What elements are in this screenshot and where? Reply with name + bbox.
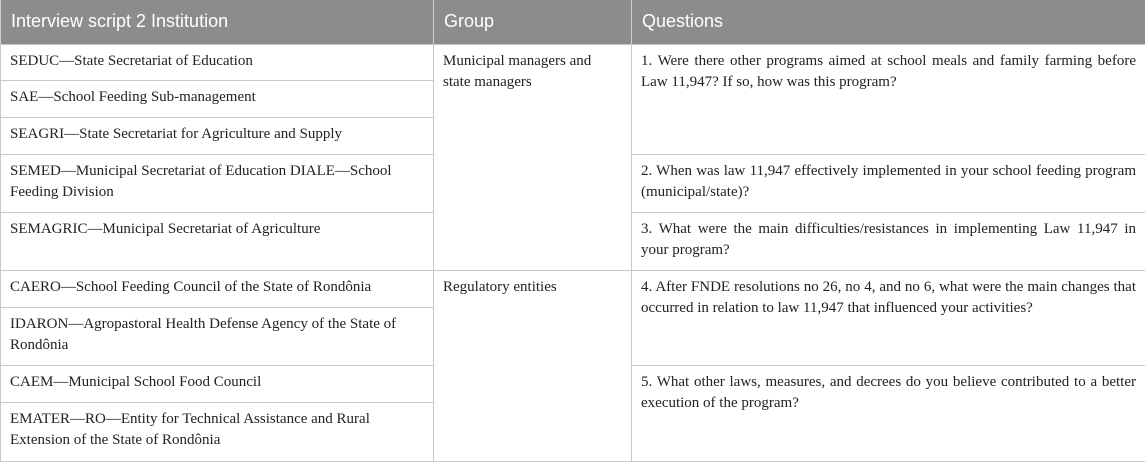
- table-row: [1, 44, 1145, 80]
- institution-cell: SEMED—Municipal Secretariat of Education DIALE—School Feeding Division: [1, 154, 434, 212]
- table-row: [1, 270, 1145, 307]
- question-cell: 3. What were the main difficulties/resistances in implementing Law 11,947 in your program?: [632, 212, 1145, 270]
- institution-cell: IDARON—Agropastoral Health Defense Agency of the State of Rondônia: [1, 307, 434, 365]
- header-group: Group: [434, 0, 632, 44]
- question-cell: 5. What other laws, measures, and decrees do you believe contributed to a better execution of the program?: [632, 365, 1145, 461]
- header-row: [1, 0, 1145, 44]
- group-cell: Regulatory entities: [434, 270, 632, 461]
- group-cell: Municipal managers and state managers: [434, 44, 632, 270]
- question-cell: 1. Were there other programs aimed at school meals and family farming before Law 11,947? If so, how was this program?: [632, 44, 1145, 154]
- institution-cell: CAERO—School Feeding Council of the State of Rondônia: [1, 270, 434, 307]
- question-cell: 4. After FNDE resolutions no 26, no 4, and no 6, what were the main changes that occurred in relation to law 11,947 that influenced your activities?: [632, 270, 1145, 365]
- header-institution: Interview script 2 Institution: [1, 0, 434, 44]
- institution-cell: SEMAGRIC—Municipal Secretariat of Agriculture: [1, 212, 434, 270]
- institution-cell: CAEM—Municipal School Food Council: [1, 365, 434, 402]
- institution-cell: SEAGRI—State Secretariat for Agriculture and Supply: [1, 117, 434, 154]
- institution-cell: SEDUC—State Secretariat of Education: [1, 44, 434, 80]
- institution-cell: EMATER—RO—Entity for Technical Assistance and Rural Extension of the State of Rondônia: [1, 402, 434, 461]
- header-questions: Questions: [632, 0, 1145, 44]
- question-cell: 2. When was law 11,947 effectively implemented in your school feeding program (municipal/state)?: [632, 154, 1145, 212]
- institution-cell: SAE—School Feeding Sub-management: [1, 80, 434, 117]
